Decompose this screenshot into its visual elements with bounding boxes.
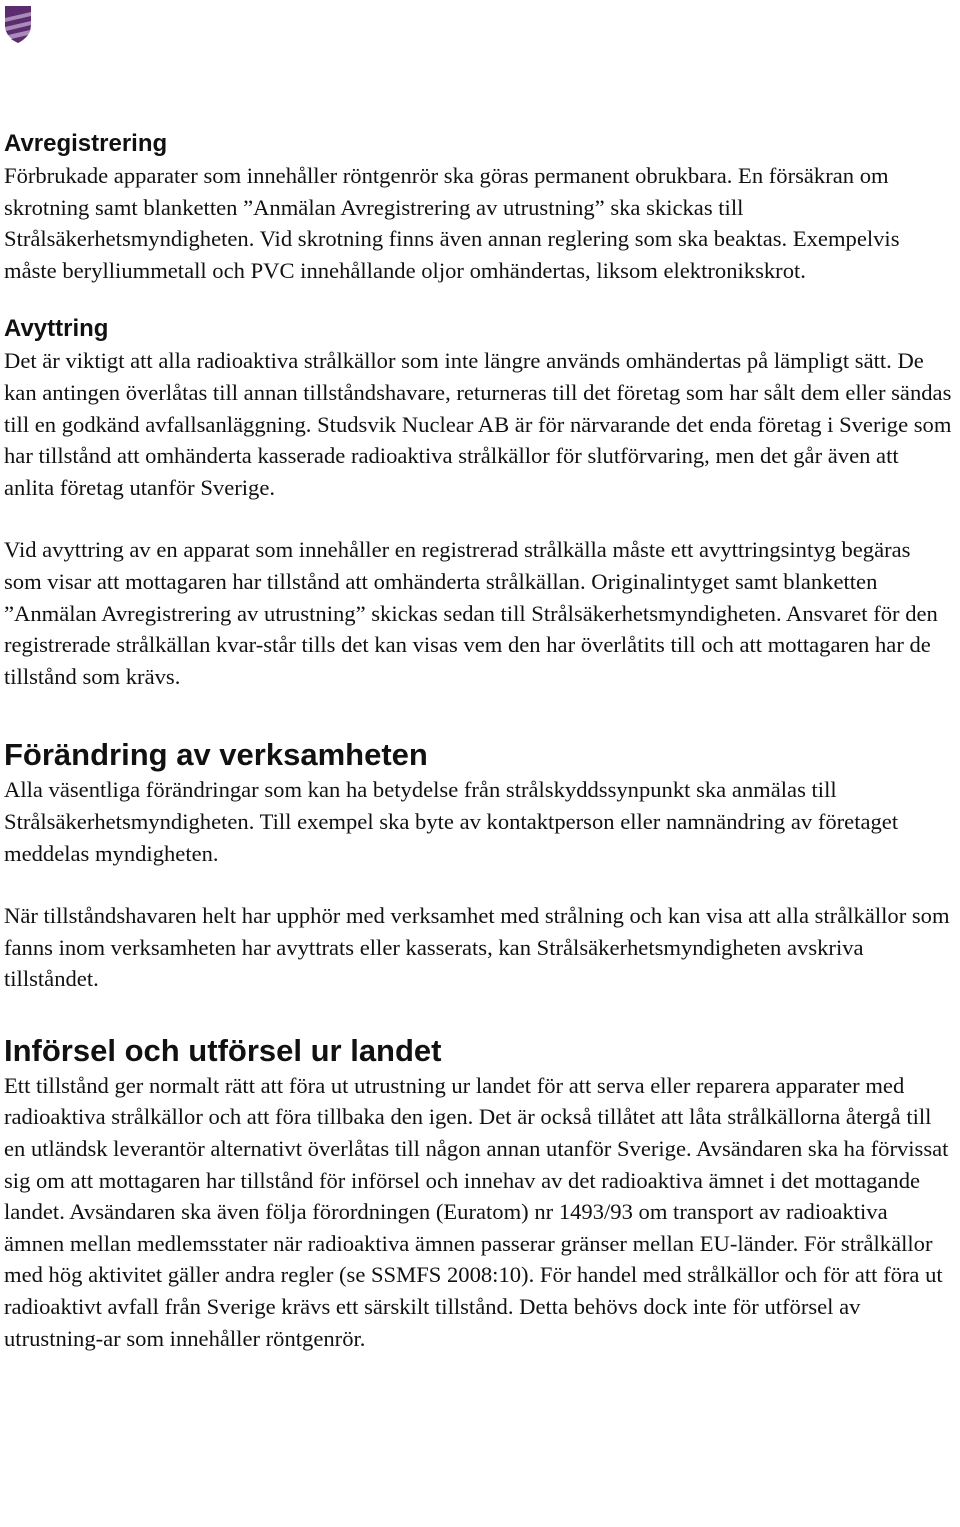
shield-logo-icon: [3, 2, 33, 44]
paragraph-forandring-2: När tillståndshavaren helt har upphör med verksamhet med strålning och kan visa att alla strålkällor som fanns inom verksamheten har avyttrats eller kasserats, kan Strålsäkerhetsmyndigheten avskriva tillståndet.: [4, 903, 950, 992]
paragraph-avyttring-2: Vid avyttring av en apparat som innehåller en registrerad strålkälla måste ett avyttringsintyg begäras som visar att mottagaren har tillstånd att omhänderta strålkällan. Originalintyget samt blanketten ”Anmälan Avregistrering av utrustning” skickas sedan till Strålsäkerhetsmyndigheten. Ansvaret för den registrerade strålkällan kvar-står tills det kan visas vem den har överlåtits till och att mottagaren har de tillstånd som krävs.: [4, 537, 938, 689]
paragraph-inforsel: Ett tillstånd ger normalt rätt att föra ut utrustning ur landet för att serva eller reparera apparater med radioaktiva strålkällor och att föra tillbaka den igen. Det är också tillåtet att låta strålkällorna återgå till en utländsk leverantör alternativt överlåtas till någon annan utanför Sverige. Avsändaren ska ha förvissat sig om att mottagaren har tillstånd för införsel och innehav av det radioaktiva ämnet i det mottagande landet. Avsändaren ska även följa förordningen (Euratom) nr 1493/93 om transport av radioaktiva ämnen mellan medlemsstater när radioaktiva ämnen passerar gränser mellan EU-länder. För strålkällor med hög aktivitet gäller andra regler (se SSMFS 2008:10). För handel med strålkällor och för att föra ut radioaktivt avfall från Sverige krävs ett särskilt tillstånd. Detta behövs dock inte för utförsel av utrustning-ar som innehåller röntgenrör.: [4, 1072, 949, 1351]
paragraph-forandring-1: Alla väsentliga förändringar som kan ha betydelse från strålskyddssynpunkt ska anmälas till Strålsäkerhetsmyndigheten. Till exempel ska byte av kontaktperson eller namnändring av företaget meddelas myndigheten.: [4, 777, 899, 866]
heading-avyttring: Avyttring: [4, 315, 109, 343]
heading-inforsel: Införsel och utförsel ur landet: [4, 1032, 442, 1068]
paragraph-avyttring-1: Det är viktigt att alla radioaktiva strålkällor som inte längre används omhändertas på lämpligt sätt. De kan antingen överlåtas till annan tillståndshavare, returneras till det företag som har sålt dem eller sändas till en godkänd avfallsanläggning. Studsvik Nuclear AB är för närvarande det enda företag i Sverige som har tillstånd att omhänderta kasserade radioaktiva strålkällor för slutförvaring, men det går även att anlita företag utanför Sverige.: [4, 348, 952, 500]
heading-forandring: Förändring av verksamheten: [4, 737, 428, 773]
paragraph-avregistrering: Förbrukade apparater som innehåller röntgenrör ska göras permanent obrukbara. En försäkran om skrotning samt blanketten ”Anmälan Avregistrering av utrustning” ska skickas till Strålsäkerhetsmyndigheten. Vid skrotning finns även annan reglering som ska beaktas. Exempelvis måste berylliummetall och PVC innehållande oljor omhändertas, liksom elektronikskrot.: [4, 163, 900, 283]
document-body: [4, 128, 952, 1354]
heading-avregistrering: Avregistrering: [4, 130, 168, 157]
